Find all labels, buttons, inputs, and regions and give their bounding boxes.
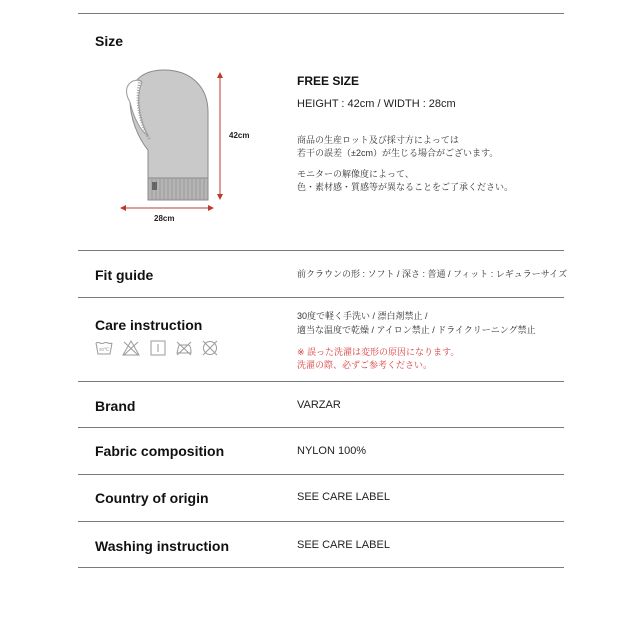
balaclava-tag — [152, 182, 157, 190]
tumble-dry-icon — [149, 340, 167, 356]
country-of-origin-label: Country of origin — [95, 490, 209, 506]
divider-fabric — [78, 474, 564, 475]
height-arrow — [217, 72, 223, 200]
care-line-1: 30度で軽く手洗い / 漂白剤禁止 / — [297, 311, 428, 321]
no-bleach-icon — [122, 340, 140, 356]
no-iron-icon — [175, 340, 193, 356]
size-label: Size — [95, 33, 124, 49]
size-note-1-line-1: 商品の生産ロット及び採寸方によっては — [297, 135, 459, 145]
country-of-origin-value: SEE CARE LABEL — [297, 491, 390, 503]
balaclava-illustration — [108, 66, 238, 226]
svg-text:30℃: 30℃ — [98, 347, 110, 352]
product-spec-sheet — [78, 0, 568, 640]
hand-wash-30-icon — [95, 340, 113, 356]
care-warning-1: ※ 誤った洗濯は変形の原因になります。 — [297, 347, 460, 357]
brand-value: VARZAR — [297, 399, 341, 411]
size-note-2-line-1: モニターの解像度によって、 — [297, 169, 414, 179]
size-note-2-line-2: 色・素材感・質感等が異なることをご了承ください。 — [297, 182, 514, 192]
brand-label: Brand — [95, 398, 136, 414]
divider-origin — [78, 521, 564, 522]
fabric-composition-label: Fabric composition — [95, 443, 225, 459]
care-instruction-label: Care instruction — [95, 317, 203, 333]
divider-care — [78, 381, 564, 382]
divider-size — [78, 250, 564, 251]
height-measure-label: 42cm — [229, 131, 250, 140]
size-dimensions: HEIGHT : 42cm / WIDTH : 28cm — [297, 98, 456, 110]
divider-fit — [78, 297, 564, 298]
width-measure-label: 28cm — [154, 214, 175, 223]
fit-guide-value: 前クラウンの形 : ソフト / 深さ : 普通 / フィット : レギュラーサイズ — [297, 269, 568, 279]
divider-brand — [78, 427, 564, 428]
divider-bottom — [78, 567, 564, 568]
size-note-1-line-2: 若干の誤差（±2cm）が生じる場合がございます。 — [297, 148, 499, 158]
care-line-2: 適当な温度で乾燥 / アイロン禁止 / ドライクリーニング禁止 — [297, 325, 536, 335]
divider-top — [78, 13, 564, 14]
washing-instruction-label: Washing instruction — [95, 538, 230, 554]
free-size-heading: FREE SIZE — [297, 74, 360, 88]
width-arrow — [120, 205, 214, 211]
care-warning-2: 洗濯の際、必ずご参考ください。 — [297, 360, 433, 370]
washing-instruction-value: SEE CARE LABEL — [297, 539, 390, 551]
no-dry-clean-icon — [201, 340, 219, 356]
fit-guide-label: Fit guide — [95, 267, 154, 283]
fabric-composition-value: NYLON 100% — [297, 445, 367, 457]
